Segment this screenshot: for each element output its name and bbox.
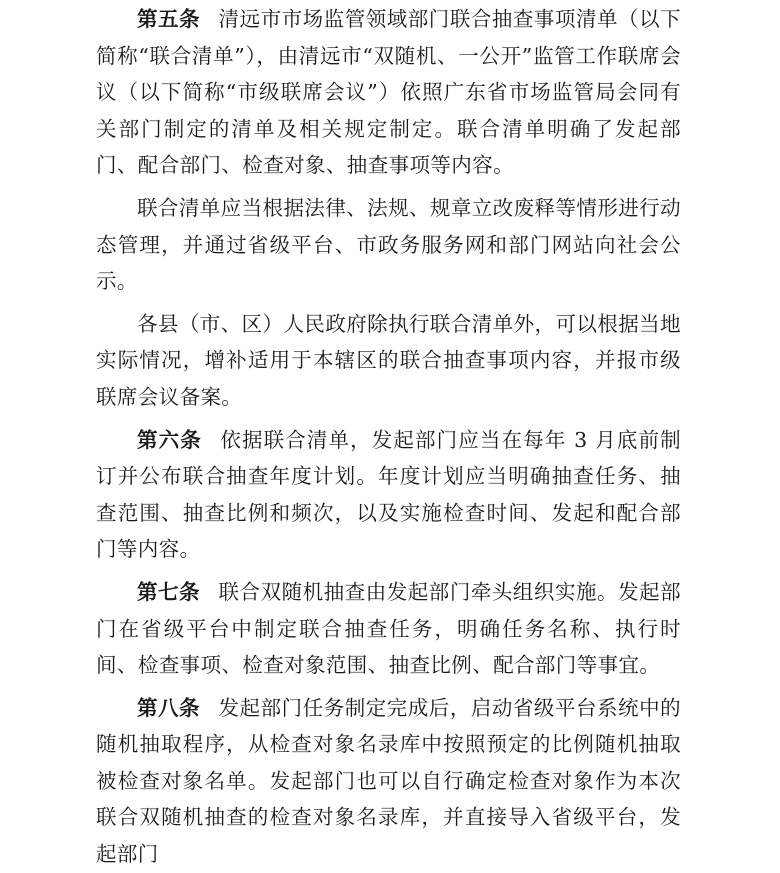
article-heading: 第五条 [137,7,201,31]
article-heading: 第八条 [137,695,201,720]
paragraph-text: 联合双随机抽查由发起部门牵头组织实施。发起部门在省级平台中制定联合抽查任务，明确任务名称、执行时间、检查事项、检查对象范围、抽查比例、配合部门等事宜。 [96,579,681,678]
paragraph-dynamic-management [96,190,681,300]
paragraph-article-6 [96,422,681,568]
article-heading: 第七条 [137,579,201,604]
paragraph-text: 依据联合清单，发起部门应当在每年 3 月底前制订并公布联合抽查年度计划。年度计划应当明确抽查任务、抽查范围、抽查比例和频次，以及实施检查时间、发起和配合部门等内容。 [96,427,681,562]
document-page [96,0,681,873]
paragraph-county-supplement [96,306,681,416]
paragraph-text: 联合清单应当根据法律、法规、规章立改废释等情形进行动态管理，并通过省级平台、市政务服务网和部门网站向社会公示。 [96,195,681,294]
paragraph-text: 发起部门任务制定完成后，启动省级平台系统中的随机抽取程序，从检查对象名录库中按照预定的比例随机抽取被检查对象名单。发起部门也可以自行确定检查对象作为本次联合双随机抽查的检查对象名录库，并直接导入省级平台，发起部门 [96,695,681,867]
paragraph-article-5 [96,1,681,184]
paragraph-text: 各县（市、区）人民政府除执行联合清单外，可以根据当地实际情况，增补适用于本辖区的联合抽查事项内容，并报市级联席会议备案。 [96,311,681,409]
paragraph-article-7 [96,574,681,684]
paragraph-text: 清远市市场监管领域部门联合抽查事项清单（以下简称“联合清单”），由清远市“双随机、一公开”监管工作联席会议（以下简称“市级联席会议”）依照广东省市场监管局会同有关部门制定的清单及相关规定制定。联合清单明确了发起部门、配合部门、检查对象、抽查事项等内容。 [96,7,681,178]
article-heading: 第六条 [137,427,202,452]
paragraph-article-8 [96,690,681,873]
